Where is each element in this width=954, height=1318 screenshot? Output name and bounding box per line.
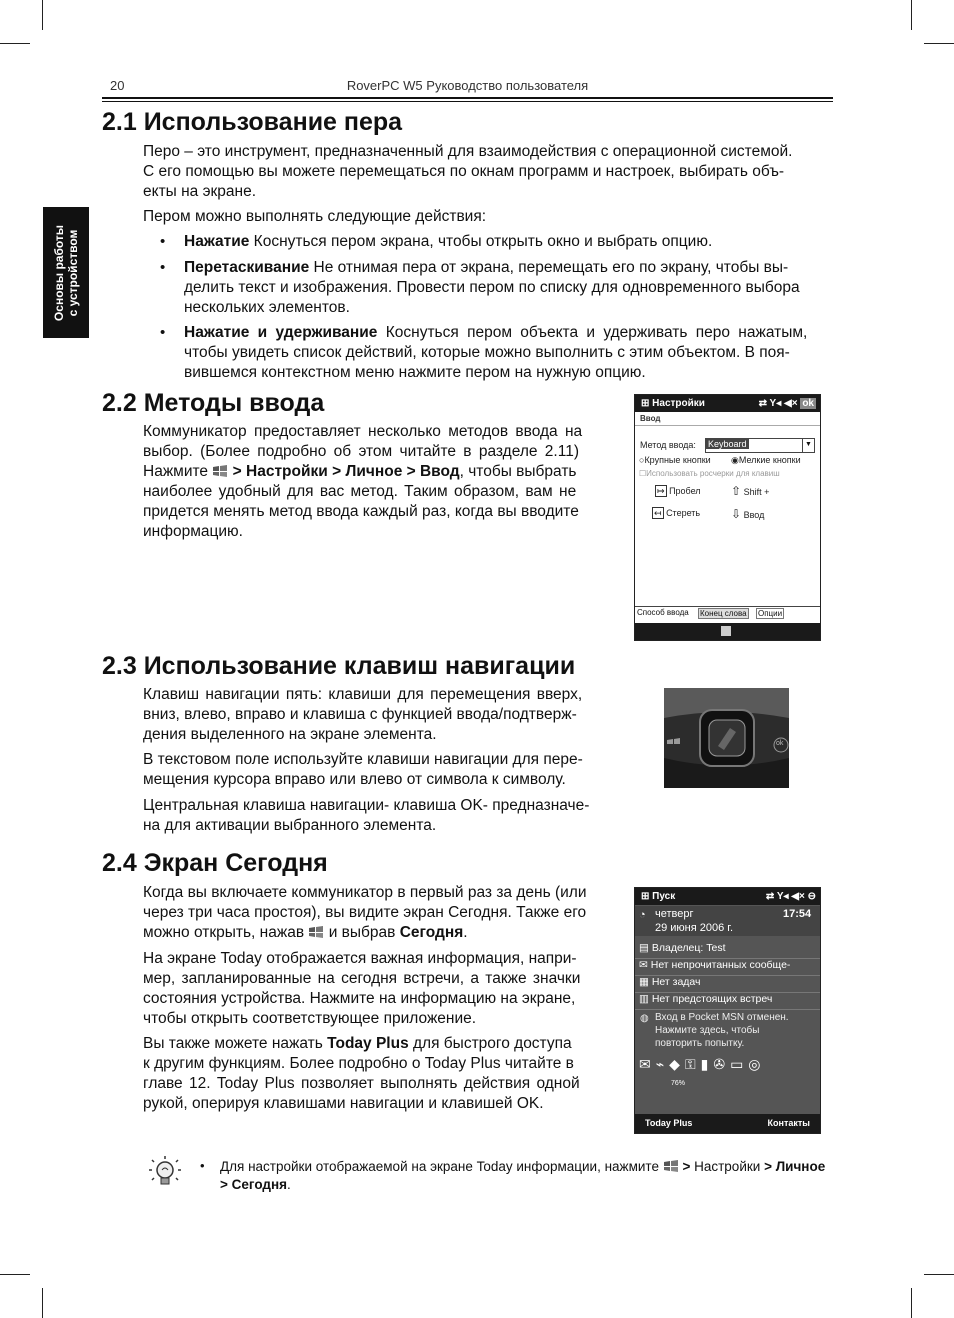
text-line: Центральная клавиша навигации- клавиша OK- предназначе- — [143, 797, 590, 814]
date-row[interactable] — [635, 906, 820, 936]
header-rule — [102, 97, 833, 99]
text-line: придется менять метод ввода каждый раз, когда вы вводите — [143, 503, 579, 520]
text: . — [287, 1177, 291, 1192]
paragraph — [143, 750, 611, 790]
msn-line: Вход в Pocket MSN отменен. — [655, 1012, 789, 1023]
enter-gesture-icon: ⇩ — [731, 507, 742, 521]
checkbox-icon: ☐ — [639, 469, 647, 478]
text-line: мер, запланированные на сегодня встречи, а также значки — [143, 970, 581, 987]
windows-start-icon: ⊞ — [641, 398, 650, 409]
header-rule-thin — [102, 101, 833, 102]
cards-icon[interactable]: ▭ — [730, 1056, 749, 1072]
messages-text: Нет непрочитанных сообще- — [650, 959, 791, 971]
radio-icon: ○ — [639, 455, 645, 465]
gesture-label: Shift + — [743, 487, 770, 497]
text: > — [678, 1159, 695, 1174]
text: . — [463, 924, 468, 941]
gesture-label: Пробел — [669, 486, 701, 496]
paragraph: Пером можно выполнять следующие действия: — [143, 208, 487, 225]
ok-key-label: ok — [776, 740, 784, 747]
text-line: главе 12. Today Plus позволяет выполнять действия одной — [143, 1075, 580, 1092]
text-line: Коммуникатор предоставляет несколько методов ввода на — [143, 423, 583, 440]
text-line: наиболее удобный для вас метод. Таким образом, вам не — [143, 483, 577, 500]
msn-line: Нажмите здесь, чтобы — [655, 1025, 760, 1036]
text-line: На экране Today отображается важная информация, напри- — [143, 950, 577, 967]
section-label: Ввод — [635, 412, 820, 426]
tab-word-completion[interactable]: Конец слова — [700, 609, 747, 618]
tasks-icon: ▦ — [639, 976, 649, 988]
text-line: состояния устройства. Нажмите на информацию на экране, — [143, 990, 576, 1007]
screenshot-input-settings — [634, 394, 821, 641]
paragraph — [143, 142, 834, 202]
mail-icon[interactable]: ✇ — [713, 1056, 731, 1072]
gesture-label: Ввод — [743, 510, 765, 520]
text: для быстрого доступа — [408, 1035, 572, 1052]
paragraph — [143, 796, 611, 836]
tab-strip — [635, 606, 820, 621]
term: Нажатие — [184, 233, 250, 250]
term: Перетаскивание — [184, 259, 310, 276]
msn-line: повторить попытку. — [655, 1038, 745, 1049]
bullet: • — [160, 324, 166, 341]
section-heading: 2.1 Использование пера — [102, 108, 403, 136]
gesture-label: Стереть — [666, 508, 701, 518]
paragraph — [143, 422, 611, 542]
tab-input-method[interactable]: Способ ввода — [637, 608, 689, 617]
crop-mark — [911, 1288, 912, 1318]
list-item — [184, 258, 834, 318]
title-bar — [635, 395, 820, 412]
method-select-value: Keyboard — [708, 439, 747, 449]
files-icon[interactable]: ▮ — [700, 1056, 714, 1072]
bullet: • — [200, 1158, 205, 1173]
side-tab-line1: Основы работы — [52, 224, 66, 321]
text-line: нескольких элементов. — [184, 299, 350, 316]
window-title: Настройки — [652, 398, 705, 409]
navigation-keys-photo — [664, 688, 789, 788]
text: Коснуться пером объекта и удерживать перо нажатым, — [377, 324, 808, 341]
ok-button[interactable]: ok — [802, 398, 814, 409]
clock-time: 17:54 — [783, 908, 812, 920]
text-line: чтобы открыть соответствующее приложение. — [143, 1010, 477, 1027]
term: Нажатие и удерживание — [184, 324, 378, 341]
space-gesture-icon: ↦ — [657, 486, 665, 496]
term: Today Plus — [327, 1035, 409, 1052]
softkey-today-plus[interactable]: Today Plus — [645, 1118, 693, 1128]
list-item — [184, 323, 834, 383]
keyboard-icon[interactable] — [721, 626, 731, 636]
crop-mark — [924, 1274, 954, 1275]
status-icons: ⇄ Y◂ ◀× — [758, 398, 798, 409]
crop-mark — [0, 43, 30, 44]
battery-percent: 76% — [671, 1080, 686, 1087]
clock-icon: ◔ — [639, 909, 646, 921]
envelope-icon: ✉ — [639, 959, 648, 971]
radio-selected-icon: ◉ — [731, 455, 739, 465]
softkey-contacts[interactable]: Контакты — [767, 1118, 810, 1128]
list-item — [184, 232, 834, 252]
text-line: к другим функциям. Более подробно о Today Plus читайте в — [143, 1055, 574, 1072]
windows-start-icon — [212, 464, 228, 478]
tasks-row[interactable] — [635, 976, 820, 993]
owner-text: Владелец: Test — [651, 942, 726, 954]
text-line: мещения курсора вправо или влево от символа к символу. — [143, 771, 566, 788]
status-icon-row — [639, 1056, 817, 1082]
crop-mark — [911, 0, 912, 30]
running-title: RoverPC W5 Руководство пользователя — [346, 78, 589, 93]
section-heading: 2.2 Методы ввода — [102, 389, 325, 417]
page-header — [102, 78, 833, 94]
shift-gesture-icon: ⇧ — [731, 484, 742, 498]
today-items — [635, 942, 820, 1010]
paragraph — [143, 685, 611, 745]
lock-icon[interactable]: ⚿ — [684, 1056, 701, 1072]
method-select[interactable] — [705, 438, 815, 453]
tip-text — [220, 1158, 830, 1194]
chapter-side-tab — [43, 207, 89, 338]
title-bar — [635, 888, 820, 905]
text: > — [760, 1159, 776, 1174]
battery-icon[interactable]: ⌁ — [655, 1056, 670, 1072]
window-title: Пуск — [652, 891, 676, 902]
msn-notice[interactable] — [635, 1010, 820, 1052]
backspace-gesture-icon: ↤ — [654, 508, 662, 518]
windows-start-icon: ⊞ — [641, 891, 650, 902]
radio-label: Мелкие кнопки — [738, 455, 801, 465]
calendar-icon: ▥ — [639, 993, 649, 1005]
owner-row[interactable] — [635, 942, 820, 959]
messages-row[interactable] — [635, 959, 820, 976]
tab-options[interactable]: Опции — [758, 609, 783, 618]
text-line: выбор. (Более подробно об этом читайте в разделе 2.11) — [143, 443, 579, 460]
radio-small[interactable] — [731, 455, 801, 466]
text-line: Когда вы включаете коммуникатор в первый раз за день (или — [143, 884, 587, 901]
text: Нажмите — [143, 463, 213, 480]
text-line: Перо – это инструмент, предназначенный для взаимодействия с операционной системой. — [143, 143, 793, 160]
text-line: В текстовом поле используйте клавиши навигации для пере- — [143, 751, 583, 768]
sms-icon[interactable]: ✉ — [639, 1056, 656, 1072]
msn-icon: ◍ — [640, 1013, 649, 1024]
text-line: С его помощью вы можете перемещаться по окнам программ и настроек, выбирать объ- — [143, 163, 785, 180]
bullet: • — [160, 233, 166, 250]
term: Сегодня — [399, 924, 464, 941]
text: и выбрав — [324, 924, 400, 941]
side-tab-line2: с устройством — [66, 229, 80, 316]
crop-mark — [924, 43, 954, 44]
text: , чтобы выбрать — [459, 463, 577, 480]
checkbox-gestures[interactable] — [639, 469, 780, 478]
calendar-row[interactable] — [635, 993, 820, 1010]
text: Коснуться пером экрана, чтобы открыть окно и выбрать опцию. — [249, 233, 713, 250]
text-line: на для активации выбранного элемента. — [143, 817, 437, 834]
text-line: рукой, оперируя клавишами навигации и клавишей OK. — [143, 1095, 544, 1112]
radio-label: Крупные кнопки — [644, 455, 711, 465]
text-line: екты на экране. — [143, 183, 257, 200]
date: 29 июня 2006 г. — [655, 922, 734, 934]
screenshot-today — [634, 887, 821, 1134]
text-line: вившемся контекстном меню нажмите пером на нужную опцию. — [184, 364, 646, 381]
text-line: информацию. — [143, 523, 243, 540]
text: Для настройки отображаемой на экране Today информации, нажмите — [220, 1159, 663, 1174]
appointments-text: Нет предстоящих встреч — [651, 993, 773, 1005]
paragraph — [143, 883, 611, 943]
crop-mark — [0, 1274, 30, 1275]
bullet: • — [160, 259, 166, 276]
text: Не отнимая пера от экрана, перемещать его по экрану, чтобы вы- — [309, 259, 789, 276]
text-line: чтобы увидеть список действий, которые можно выполнить с этим объектом. В поя- — [184, 344, 790, 361]
checkbox-label: Использовать росчерки для клавиш — [646, 469, 780, 478]
radio-large[interactable] — [639, 455, 711, 465]
weekday: четверг — [655, 908, 694, 920]
tasks-text: Нет задач — [651, 976, 701, 988]
gesture-shift — [731, 484, 769, 498]
text-line: дения выделенного на экране элемента. — [143, 726, 437, 743]
gesture-enter — [731, 507, 764, 521]
tip-lightbulb-icon — [148, 1156, 182, 1190]
method-label: Метод ввода: — [640, 440, 696, 450]
status-icons: ⇄ Y◂ ◀× ⊖ — [765, 891, 816, 902]
wifi-icon[interactable]: ◆ — [669, 1056, 685, 1072]
text-line: Клавиш навигации пять: клавиши для перемещения вверх, — [143, 686, 583, 703]
crop-mark — [42, 1288, 43, 1318]
method-row — [640, 440, 696, 450]
gesture-space — [655, 486, 701, 497]
windows-start-icon — [663, 1159, 679, 1173]
text: Настройки — [694, 1159, 761, 1174]
gesture-backspace — [652, 508, 700, 519]
paragraph — [143, 949, 611, 1029]
bottom-bar — [635, 623, 820, 640]
menu-path: Личное > Сегодня — [220, 1159, 826, 1192]
text: Вы также можете нажать — [143, 1035, 328, 1052]
crop-mark — [42, 0, 43, 30]
chevron-down-icon: ▼ — [802, 439, 814, 452]
wireless-icon[interactable]: ◎ — [748, 1056, 766, 1072]
section-heading: 2.4 Экран Сегодня — [102, 849, 328, 877]
softkey-bar — [635, 1114, 820, 1133]
paragraph — [143, 1034, 611, 1114]
menu-path: > Настройки > Личное > Ввод — [228, 463, 460, 480]
text-line: вниз, влево, вправо и клавиша с функцией ввода/подтверж- — [143, 706, 577, 723]
text: можно открыть, нажав — [143, 924, 309, 941]
owner-icon: ▤ — [639, 942, 649, 954]
page-number: 20 — [110, 78, 125, 93]
windows-start-icon — [308, 925, 324, 939]
text-line: через три часа простоя), вы видите экран Сегодня. Также его — [143, 904, 587, 921]
section-heading: 2.3 Использование клавиш навигации — [102, 652, 576, 680]
text-line: делить текст и изображения. Провести пером по списку для одновременного выбора — [184, 279, 800, 296]
